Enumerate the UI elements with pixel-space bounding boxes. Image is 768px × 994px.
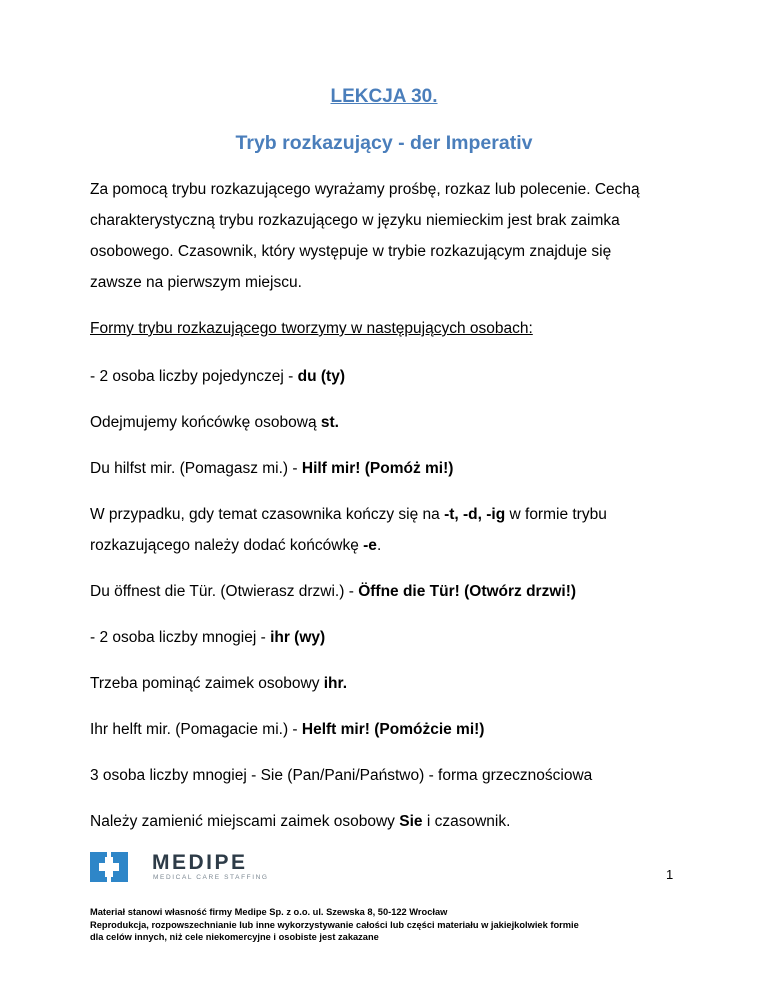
rule-remove-ending bbox=[90, 414, 339, 432]
medipe-logo-mark-icon bbox=[90, 852, 128, 882]
rule-drop-pronoun bbox=[90, 675, 347, 693]
example-bold: Helft mir! (Pomóżcie mi!) bbox=[301, 721, 485, 738]
rule-text: . bbox=[376, 537, 382, 554]
example-bold: Hilf mir! (Pomóż mi!) bbox=[301, 460, 454, 477]
rule-ihr bbox=[90, 629, 325, 647]
logo-name: MEDIPE bbox=[152, 851, 248, 874]
intro-paragraph bbox=[90, 174, 690, 298]
rule-text: 3 osoba liczby mnogiej - Sie (Pan/Pani/Państwo) - forma grzecznościowa bbox=[90, 767, 593, 784]
lesson-title: LEKCJA 30. bbox=[330, 86, 438, 107]
example-text: Du öffnest die Tür. (Otwierasz drzwi.) - bbox=[90, 583, 359, 600]
example-oeffnen bbox=[90, 583, 576, 601]
example-text: Du hilfst mir. (Pomagasz mi.) - bbox=[90, 460, 302, 477]
intro-line: osobowego. Czasownik, który występuje w trybie rozkazującym znajduje się bbox=[90, 243, 612, 260]
footer-line: Reprodukcja, rozpowszechnianie lub inne wykorzystywanie całości lub części materiału w jakiejkolwiek formie bbox=[90, 919, 579, 930]
medipe-logo bbox=[90, 852, 290, 882]
footer-notice bbox=[90, 906, 710, 944]
example-bold: Öffne die Tür! (Otwórz drzwi!) bbox=[358, 583, 577, 600]
example-du bbox=[90, 460, 453, 478]
rule-text: w formie trybu bbox=[505, 506, 607, 523]
rule-bold: ihr. bbox=[323, 675, 348, 692]
topic-title: Tryb rozkazujący - der Imperativ bbox=[235, 132, 533, 154]
rule-bold: -e bbox=[363, 537, 377, 554]
rule-text: - 2 osoba liczby pojedynczej - bbox=[90, 368, 298, 385]
rule-bold: -t, -d, -ig bbox=[444, 506, 506, 523]
rule-bold: du (ty) bbox=[297, 368, 345, 385]
rule-bold: Sie bbox=[399, 813, 423, 830]
rule-text: rozkazującego należy dodać końcówkę bbox=[90, 537, 364, 554]
rule-text: Należy zamienić miejscami zaimek osobowy bbox=[90, 813, 400, 830]
rule-text: - 2 osoba liczby mnogiej - bbox=[90, 629, 271, 646]
rule-du bbox=[90, 368, 345, 386]
intro-line: charakterystyczną trybu rozkazującego w języku niemieckim jest brak zaimka bbox=[90, 212, 620, 229]
logo-tagline: MEDICAL CARE STAFFING bbox=[153, 874, 269, 881]
page-number: 1 bbox=[666, 867, 674, 882]
rule-sie bbox=[90, 767, 592, 785]
example-text: Ihr helft mir. (Pomagacie mi.) - bbox=[90, 721, 302, 738]
rule-text: i czasownik. bbox=[422, 813, 511, 830]
rule-text: W przypadku, gdy temat czasownika kończy się na bbox=[90, 506, 445, 523]
footer-line: dla celów innych, niż cele niekomercyjne i osobiste jest zakazane bbox=[90, 932, 379, 942]
rule-swap bbox=[90, 813, 510, 831]
rule-bold: ihr (wy) bbox=[270, 629, 326, 646]
rule-text: Odejmujemy końcówkę osobową bbox=[90, 414, 321, 431]
forms-heading: Formy trybu rozkazującego tworzymy w następujących osobach: bbox=[90, 320, 533, 337]
rule-ending-e-line2 bbox=[90, 537, 381, 555]
rule-bold: st. bbox=[320, 414, 339, 431]
intro-line: zawsze na pierwszym miejscu. bbox=[90, 274, 302, 291]
footer-line: Materiał stanowi własność firmy Medipe Sp. z o.o. ul. Szewska 8, 50-122 Wrocław bbox=[90, 907, 448, 917]
example-ihr bbox=[90, 721, 484, 739]
rule-ending-e-line1 bbox=[90, 506, 607, 524]
rule-text: Trzeba pominąć zaimek osobowy bbox=[90, 675, 324, 692]
intro-line: Za pomocą trybu rozkazującego wyrażamy prośbę, rozkaz lub polecenie. Cechą bbox=[90, 181, 640, 198]
